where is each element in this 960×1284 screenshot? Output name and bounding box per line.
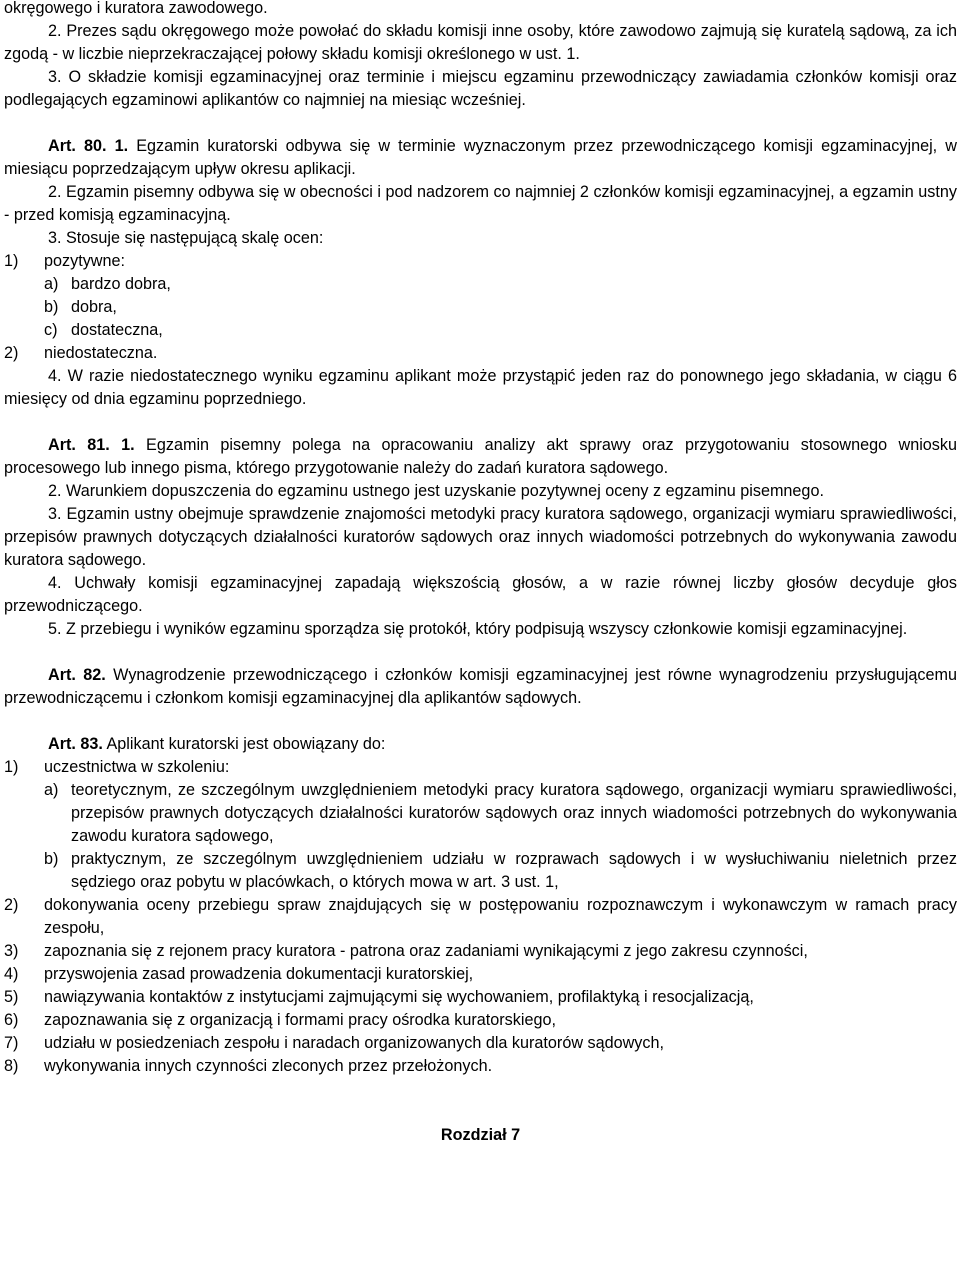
- text: Egzamin ustny obejmuje sprawdzenie znajomości metodyki pracy kuratora sądowego, organizacji wymiaru sprawiedliwości, przepisów prawnych dotyczących działalności kuratorów sądowych oraz innych wiadomości potrzebnych do wykonywania zawodu kuratora sądowego.: [4, 505, 957, 569]
- list-subitem: [4, 319, 957, 342]
- item-label: 3): [4, 942, 19, 960]
- item-label: 5): [4, 988, 19, 1006]
- article-82: [4, 664, 957, 710]
- text: dostateczna,: [71, 321, 163, 339]
- text: W razie niedostatecznego wyniku egzaminu aplikant może przystąpić jeden raz do ponownego jego składania, w ciągu 6 miesięcy od dnia egzaminu poprzedniego.: [4, 367, 957, 408]
- text: Egzamin pisemny odbywa się w obecności i pod nadzorem co najmniej 2 członków komisji egzaminacyjnej, a egzamin ustny - przed komisją egzaminacyjną.: [4, 183, 957, 224]
- list-item: [4, 940, 957, 963]
- ust-number: 2.: [48, 482, 62, 500]
- text: teoretycznym, ze szczególnym uwzględnieniem metodyki pracy kuratora sądowego, organizacji wymiaru sprawiedliwości, przepisów prawnych dotyczących działalności kuratorów sądowych oraz innych wiadomości potrzebnych do wykonywania zawodu kuratora sądowego,: [71, 781, 957, 845]
- item-label: b): [44, 850, 59, 868]
- item-label: c): [44, 321, 58, 339]
- ust-number: 3.: [48, 505, 62, 523]
- list-subitem: [4, 848, 957, 894]
- ust-number: 3.: [48, 229, 62, 247]
- text: Z przebiegu i wyników egzaminu sporządza się protokół, który podpisują wszyscy członkowie komisji egzaminacyjnej.: [61, 620, 908, 638]
- text: uczestnictwa w szkoleniu:: [44, 758, 230, 776]
- paragraph: [4, 480, 957, 503]
- text: pozytywne:: [44, 252, 125, 270]
- list-item: [4, 756, 957, 779]
- item-label: 6): [4, 1011, 19, 1029]
- list-item: [4, 963, 957, 986]
- text: zapoznawania się z organizacją i formami pracy ośrodka kuratorskiego,: [44, 1011, 556, 1029]
- text: Warunkiem dopuszczenia do egzaminu ustnego jest uzyskanie pozytywnej oceny z egzaminu pisemnego.: [61, 482, 824, 500]
- article-81: [4, 434, 957, 480]
- ust-number: 2.: [48, 22, 62, 40]
- item-label: 1): [4, 758, 19, 776]
- list-item: [4, 1009, 957, 1032]
- paragraph: [4, 66, 957, 112]
- list-item: [4, 342, 957, 365]
- chapter-heading: Rozdział 7: [440, 1126, 521, 1144]
- paragraph: [4, 20, 957, 66]
- item-label: 2): [4, 896, 19, 914]
- list-subitem: [4, 779, 957, 848]
- text: Stosuje się następującą skalę ocen:: [61, 229, 324, 247]
- text: zapoznania się z rejonem pracy kuratora - patrona oraz zadaniami wynikającymi z jego zakresu czynności,: [44, 942, 808, 960]
- paragraph: [4, 618, 957, 641]
- article-80: [4, 135, 957, 181]
- text: bardzo dobra,: [71, 275, 171, 293]
- ust-number: 5.: [48, 620, 62, 638]
- text: niedostateczna.: [44, 344, 158, 362]
- list-item: [4, 1032, 957, 1055]
- text: Aplikant kuratorski jest obowiązany do:: [102, 735, 386, 753]
- text: dokonywania oceny przebiegu spraw znajdujących się w postępowaniu rozpoznawczym i wykonawczym w ramach pracy zespołu,: [44, 896, 957, 937]
- text: dobra,: [71, 298, 117, 316]
- list-item: [4, 250, 957, 273]
- paragraph: [4, 227, 957, 250]
- text: Egzamin pisemny polega na opracowaniu analizy akt sprawy oraz przygotowaniu stosownego wniosku procesowego lub innego pisma, którego przygotowanie należy do zadań kuratora sądowego.: [4, 436, 957, 477]
- item-label: 4): [4, 965, 19, 983]
- article-label: Art. 82.: [48, 666, 106, 684]
- text: nawiązywania kontaktów z instytucjami zajmującymi się wychowaniem, profilaktyką i resocjalizacją,: [44, 988, 754, 1006]
- text: praktycznym, ze szczególnym uwzględnieniem udziału w rozprawach sądowych i w wysłuchiwaniu nieletnich przez sędziego oraz pobytu w placówkach, o których mowa w art. 3 ust. 1,: [71, 850, 957, 891]
- text: O składzie komisji egzaminacyjnej oraz terminie i miejscu egzaminu przewodniczący zawiadamia członków komisji oraz podlegających egzaminowi aplikantów co najmniej na miesiąc wcześniej.: [4, 68, 957, 109]
- list-subitem: [4, 273, 957, 296]
- text: Uchwały komisji egzaminacyjnej zapadają większością głosów, a w razie równej liczby głosów decyduje głos przewodniczącego.: [4, 574, 957, 615]
- item-label: b): [44, 298, 59, 316]
- paragraph: [4, 503, 957, 572]
- paragraph: [4, 365, 957, 411]
- text: Prezes sądu okręgowego może powołać do składu komisji inne osoby, które zawodowo zajmują się kuratelą sądową, za ich zgodą - w liczbie nieprzekraczającej połowy składu komisji określonego w ust. 1.: [4, 22, 957, 63]
- list-item: [4, 986, 957, 1009]
- item-label: 8): [4, 1057, 19, 1075]
- paragraph: [4, 181, 957, 227]
- text: Wynagrodzenie przewodniczącego i członków komisji egzaminacyjnej jest równe wynagrodzeniu przysługującemu przewodniczącemu i członkom komisji egzaminacyjnej dla aplikantów sądowych.: [4, 666, 957, 707]
- item-label: 7): [4, 1034, 19, 1052]
- list-item: [4, 1055, 957, 1078]
- ust-number: 3.: [48, 68, 62, 86]
- document-page: [4, 0, 957, 1147]
- list-item: [4, 894, 957, 940]
- text: przyswojenia zasad prowadzenia dokumentacji kuratorskiej,: [44, 965, 474, 983]
- article-label: Art. 80.: [48, 137, 107, 155]
- text: Egzamin kuratorski odbywa się w terminie wyznaczonym przez przewodniczącego komisji egzaminacyjnej, w miesiącu poprzedzającym upływ okresu aplikacji.: [4, 137, 957, 178]
- ust-number: 2.: [48, 183, 62, 201]
- paragraph: [4, 0, 957, 20]
- article-83: [4, 733, 957, 756]
- text: udziału w posiedzeniach zespołu i naradach organizowanych dla kuratorów sądowych,: [44, 1034, 664, 1052]
- list-subitem: [4, 296, 957, 319]
- text: okręgowego i kuratora zawodowego.: [4, 0, 268, 17]
- paragraph: [4, 572, 957, 618]
- item-label: a): [44, 275, 59, 293]
- item-label: a): [44, 781, 59, 799]
- ust-number: 4.: [48, 367, 62, 385]
- item-label: 1): [4, 252, 19, 270]
- ust-number: 1.: [106, 137, 129, 155]
- text: wykonywania innych czynności zleconych przez przełożonych.: [44, 1057, 493, 1075]
- ust-number: 1.: [109, 436, 135, 454]
- article-label: Art. 81.: [48, 436, 110, 454]
- article-label: Art. 83.: [48, 735, 103, 753]
- item-label: 2): [4, 344, 19, 362]
- ust-number: 4.: [48, 574, 62, 592]
